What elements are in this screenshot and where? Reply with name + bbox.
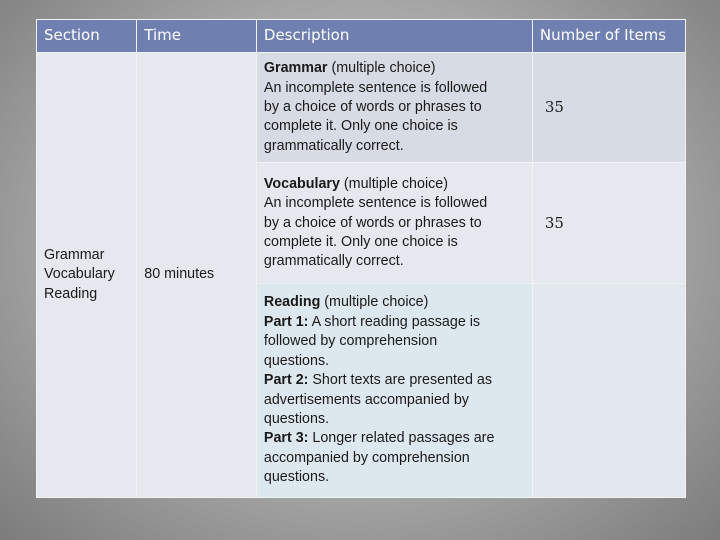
vocabulary-desc-line: grammatically correct.	[263, 253, 404, 270]
grammar-description	[256, 53, 532, 163]
vocabulary-desc-line: An incomplete sentence is followed	[263, 195, 488, 212]
time-cell	[137, 53, 257, 498]
reading-part2-text: Short texts are presented as	[308, 372, 492, 389]
reading-part3-line: accompanied by comprehension	[263, 449, 470, 466]
header-section: Section	[37, 20, 137, 53]
reading-part2-label: Part 2:	[263, 372, 309, 389]
grammar-desc-line: An incomplete sentence is followed	[263, 79, 488, 96]
reading-part2-line: questions.	[263, 410, 330, 427]
grammar-items-count: 35	[532, 53, 685, 163]
reading-part3-text: Longer related passages are	[308, 430, 495, 447]
reading-part1-line: followed by comprehension	[263, 333, 438, 350]
grammar-desc-line: grammatically correct.	[263, 137, 404, 154]
section-vocabulary: Vocabulary	[44, 266, 115, 283]
table-row-grammar	[37, 53, 686, 163]
header-description: Description	[256, 20, 532, 53]
grammar-label: Grammar	[263, 60, 328, 77]
reading-label: Reading	[263, 294, 321, 311]
section-cell	[37, 53, 137, 498]
reading-part1-text: A short reading passage is	[308, 313, 481, 330]
exam-structure-table	[36, 19, 686, 498]
section-reading: Reading	[44, 285, 98, 302]
grammar-desc-line: by a choice of words or phrases to	[263, 99, 482, 116]
vocabulary-desc-line: by a choice of words or phrases to	[263, 214, 482, 231]
vocabulary-description	[256, 163, 532, 284]
vocabulary-label-suffix: (multiple choice)	[339, 175, 448, 192]
header-number-of-items: Number of Items	[532, 20, 685, 53]
reading-items-count	[532, 284, 685, 498]
header-time: Time	[137, 20, 257, 53]
reading-part2-line: advertisements accompanied by	[263, 391, 469, 408]
reading-part3-label: Part 3:	[263, 430, 309, 447]
vocabulary-label: Vocabulary	[263, 175, 340, 192]
time-value: 80 minutes	[144, 266, 215, 283]
reading-part1-label: Part 1:	[263, 313, 309, 330]
grammar-label-suffix: (multiple choice)	[327, 60, 436, 77]
grammar-desc-line: complete it. Only one choice is	[263, 118, 458, 135]
vocabulary-desc-line: complete it. Only one choice is	[263, 233, 458, 250]
reading-description	[256, 284, 532, 498]
reading-part3-line: questions.	[263, 469, 330, 486]
section-grammar: Grammar	[44, 246, 105, 263]
reading-label-suffix: (multiple choice)	[320, 294, 429, 311]
table-header-row	[37, 20, 686, 53]
vocabulary-items-count: 35	[532, 163, 685, 284]
reading-part1-line: questions.	[263, 352, 330, 369]
